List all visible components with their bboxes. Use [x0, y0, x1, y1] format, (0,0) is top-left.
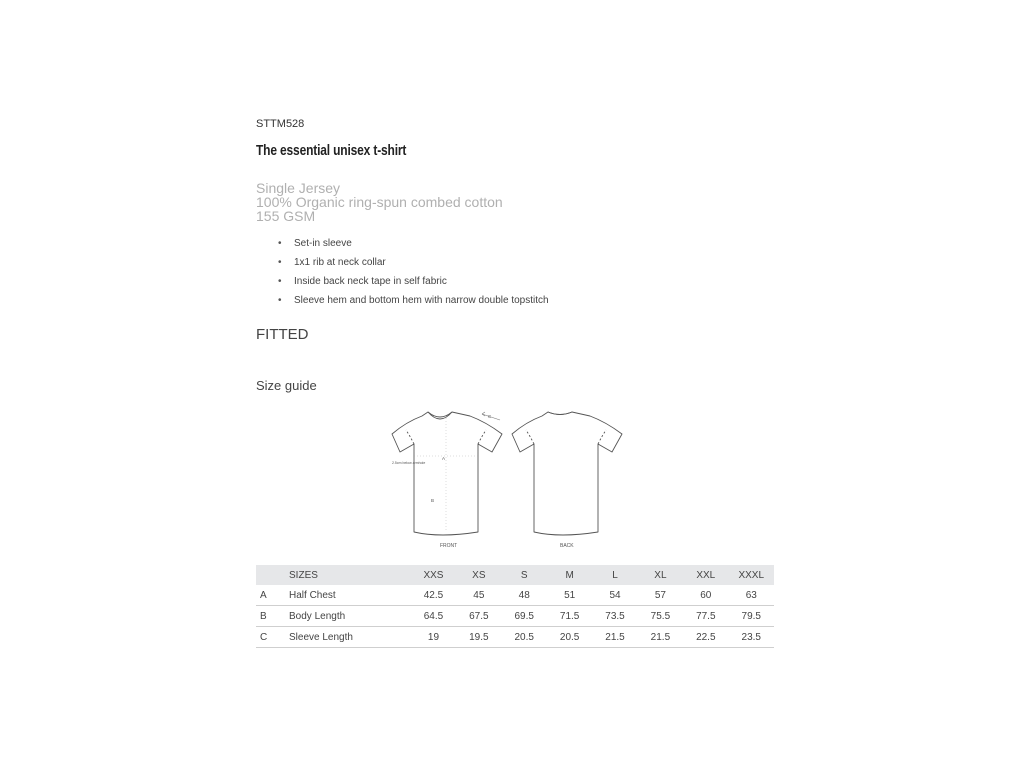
- measurement-value: 20.5: [514, 631, 534, 643]
- measurement-value: 67.5: [469, 610, 489, 622]
- size-header: XS: [472, 569, 486, 581]
- size-header: XXXL: [738, 569, 765, 581]
- size-header-row: [256, 565, 774, 585]
- measurement-value: 19.5: [469, 631, 489, 643]
- measurement-value: 21.5: [605, 631, 625, 643]
- marker-b: B: [431, 498, 435, 503]
- tshirt-diagram: [390, 404, 630, 560]
- measurement-value: 60: [700, 589, 712, 601]
- measurement-value: 77.5: [696, 610, 716, 622]
- bullet-icon: •: [278, 276, 282, 287]
- measurement-value: 73.5: [605, 610, 625, 622]
- fit-label: FITTED: [256, 326, 309, 343]
- feature-text: Sleeve hem and bottom hem with narrow double topstitch: [294, 295, 549, 306]
- armhole-note: 2.5cm below armhole: [392, 461, 426, 465]
- size-header: XXS: [423, 569, 444, 581]
- measurement-value: 51: [564, 589, 576, 601]
- feature-item: [278, 293, 549, 312]
- measurement-value: 45: [473, 589, 485, 601]
- size-table: [256, 565, 774, 648]
- product-title: The essential unisex t-shirt: [256, 142, 407, 159]
- size-header: XL: [654, 569, 667, 581]
- measurement-value: 22.5: [696, 631, 716, 643]
- header-key-cell: [256, 565, 289, 585]
- size-header: L: [612, 569, 618, 581]
- row-key: C: [260, 631, 268, 643]
- product-code: STTM528: [256, 118, 305, 130]
- measurement-name: Body Length: [289, 610, 346, 622]
- measurement-value: 20.5: [559, 631, 580, 643]
- measurement-value: 57: [654, 589, 666, 601]
- feature-item: [278, 255, 549, 274]
- measurement-value: 23.5: [741, 631, 761, 643]
- measurement-value: 64.5: [423, 610, 444, 622]
- measurement-value: 79.5: [741, 610, 761, 622]
- fabric-line: Single Jersey: [256, 180, 341, 196]
- front-label: FRONT: [440, 543, 458, 549]
- fabric-line: 155 GSM: [256, 208, 316, 224]
- size-header: M: [565, 569, 574, 581]
- tshirt-back-outline: [512, 412, 622, 535]
- bullet-icon: •: [278, 295, 282, 306]
- back-label: BACK: [560, 543, 574, 549]
- row-key: A: [260, 589, 267, 601]
- fabric-description: [256, 181, 503, 223]
- table-row: [256, 606, 774, 627]
- measurement-value: 71.5: [559, 610, 580, 622]
- size-guide-title: Size guide: [256, 378, 317, 393]
- table-row: [256, 627, 774, 648]
- feature-text: Inside back neck tape in self fabric: [294, 276, 447, 287]
- table-row: [256, 585, 774, 606]
- feature-item: [278, 274, 549, 293]
- measurement-name: Sleeve Length: [289, 631, 353, 643]
- measurement-value: 75.5: [650, 610, 671, 622]
- feature-item: [278, 236, 549, 255]
- feature-list: [278, 236, 549, 312]
- feature-text: 1x1 rib at neck collar: [294, 257, 386, 268]
- measurement-value: 48: [518, 589, 530, 601]
- size-header: S: [520, 569, 528, 581]
- tshirt-back-collar: [548, 412, 572, 415]
- bullet-icon: •: [278, 257, 282, 268]
- size-header: XXL: [696, 569, 716, 581]
- header-label: SIZES: [289, 569, 318, 581]
- measurement-value: 42.5: [423, 589, 444, 601]
- measurement-value: 21.5: [650, 631, 671, 643]
- measurement-value: 54: [609, 589, 621, 601]
- bullet-icon: •: [278, 238, 282, 249]
- feature-text: Set-in sleeve: [294, 238, 352, 249]
- tshirt-front-outline: [392, 412, 502, 535]
- measurement-value: 19: [427, 631, 440, 643]
- tshirt-front-collar: [428, 412, 452, 419]
- measurement-value: 69.5: [514, 610, 534, 622]
- fabric-line: 100% Organic ring-spun combed cotton: [256, 194, 503, 210]
- marker-c: C: [488, 414, 492, 419]
- row-key: B: [260, 610, 267, 622]
- measurement-name: Half Chest: [289, 589, 336, 601]
- marker-a: A: [442, 456, 446, 461]
- measurement-value: 63: [745, 589, 757, 601]
